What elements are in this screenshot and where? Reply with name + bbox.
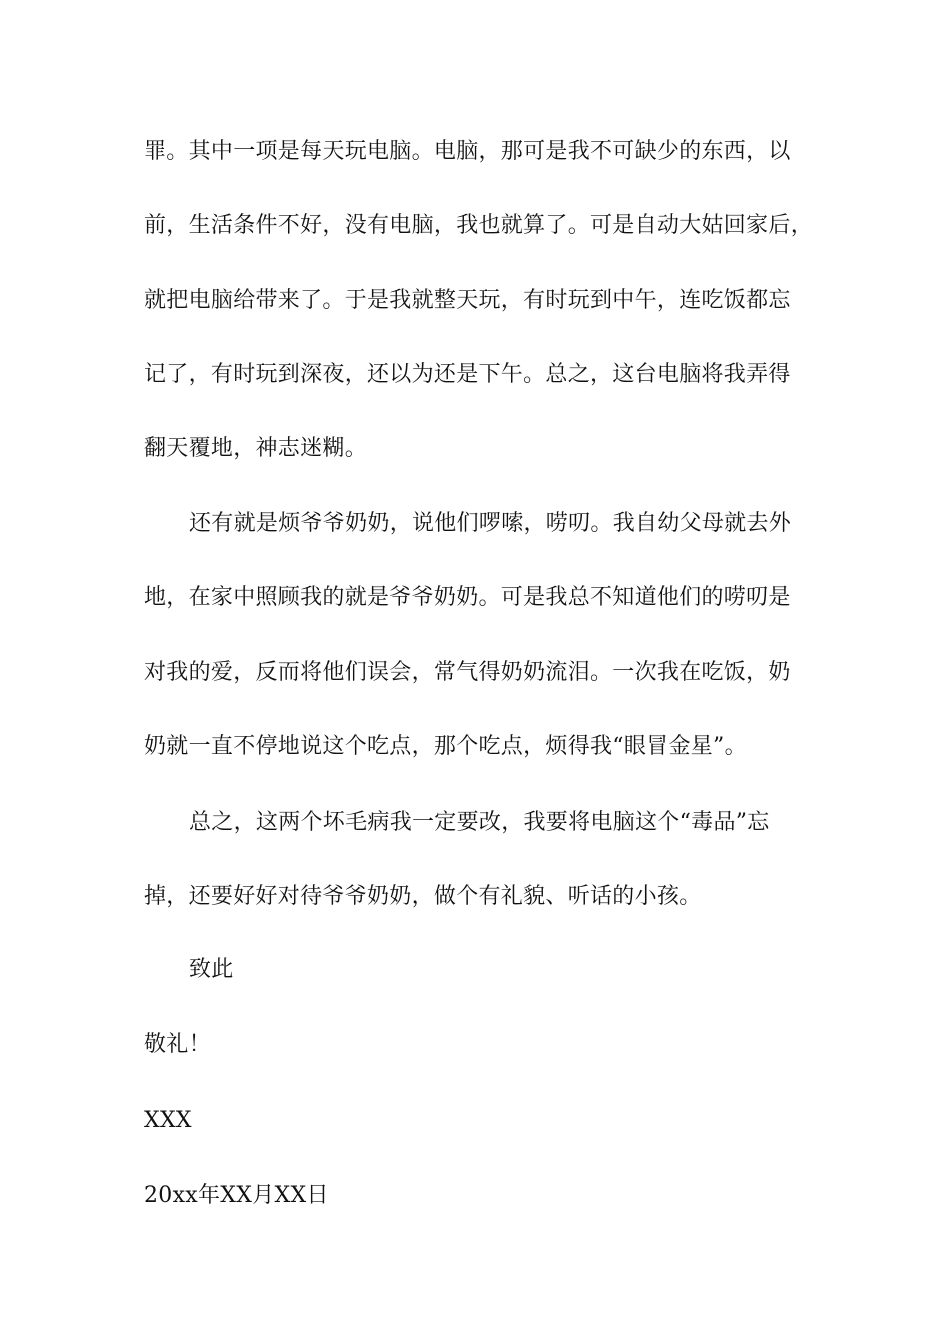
letter-closing: 致此 (189, 957, 234, 982)
paragraph-3-line-1: 总之，这两个坏毛病我一定要改，我要将电脑这个“毒品”忘 (189, 810, 770, 835)
paragraph-3-line-2: 掉，还要好好对待爷爷奶奶，做个有礼貌、听话的小孩。 (144, 884, 702, 909)
paragraph-1-line-4: 记了，有时玩到深夜，还以为还是下午。总之，这台电脑将我弄得 (144, 362, 791, 387)
paragraph-2-line-1: 还有就是烦爷爷奶奶，说他们啰嗦，唠叨。我自幼父母就去外 (189, 511, 792, 536)
letter-salute: 敬礼！ (144, 1032, 211, 1057)
paragraph-2-line-3: 对我的爱，反而将他们误会，常气得奶奶流泪。一次我在吃饭，奶 (144, 660, 791, 685)
paragraph-1-line-2: 前，生活条件不好，没有电脑，我也就算了。可是自动大姑回家后， (144, 213, 814, 238)
paragraph-1-line-1: 罪。其中一项是每天玩电脑。电脑，那可是我不可缺少的东西，以 (144, 139, 791, 164)
paragraph-1-line-5: 翻天覆地，神志迷糊。 (144, 436, 368, 461)
letter-date: 20xx年XX月XX日 (144, 1183, 329, 1208)
paragraph-2-line-4: 奶就一直不停地说这个吃点，那个吃点，烦得我“眼冒金星”。 (144, 734, 747, 759)
letter-signature: XXX (144, 1108, 192, 1133)
paragraph-2-line-2: 地，在家中照顾我的就是爷爷奶奶。可是我总不知道他们的唠叨是 (144, 585, 791, 610)
paragraph-1-line-3: 就把电脑给带来了。于是我就整天玩，有时玩到中午，连吃饭都忘 (144, 288, 791, 313)
